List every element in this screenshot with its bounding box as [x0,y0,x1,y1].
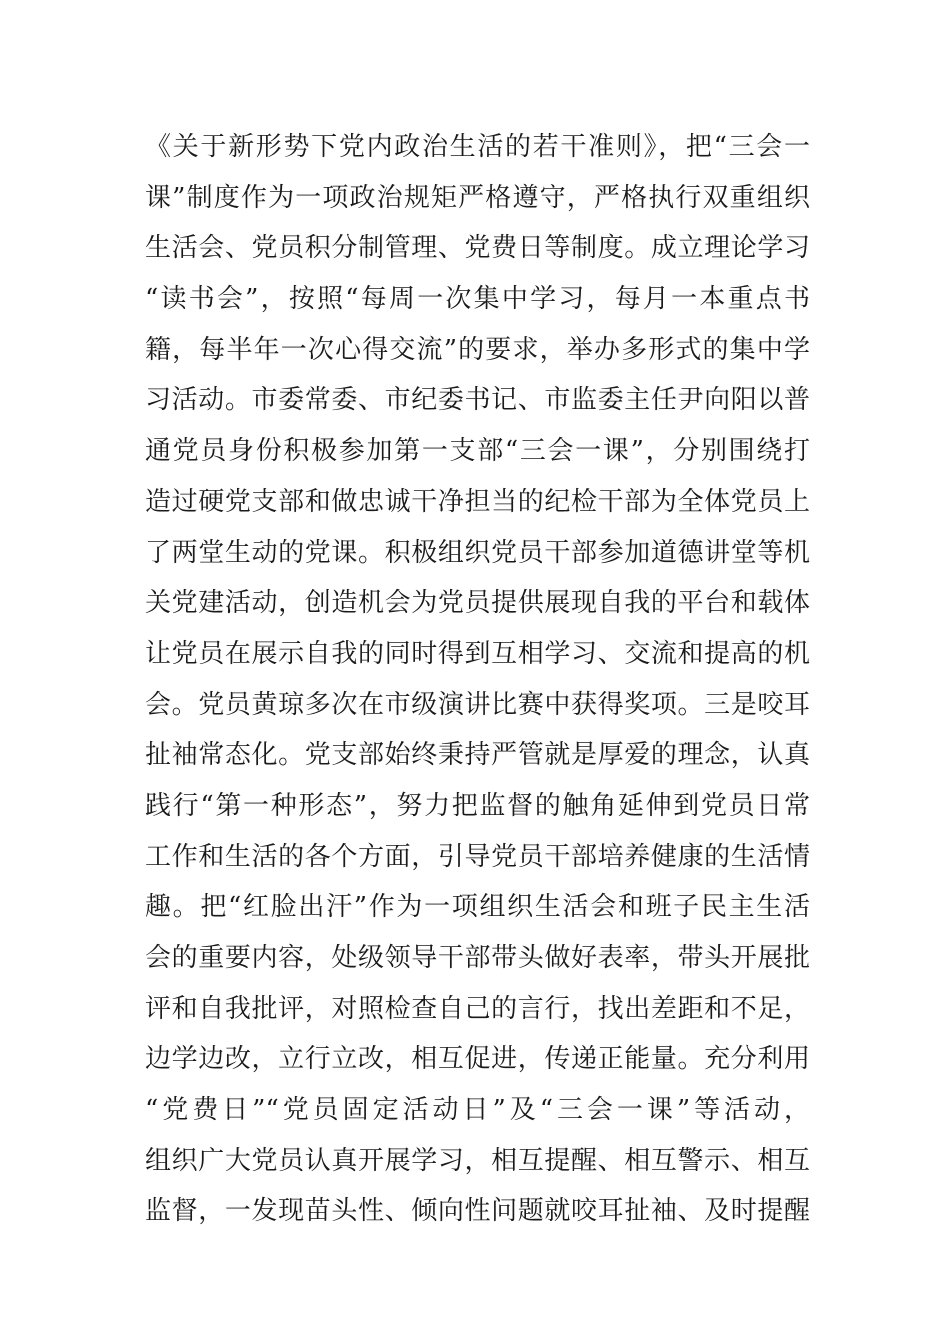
text-line: 籍，每半年一次心得交流”的要求，举办多形式的集中学 [145,334,810,365]
text-line: 趣。把“红脸出汗”作为一项组织生活会和班子民主生活 [145,892,810,923]
text-line: “党费日”“党员固定活动日”及“三会一课”等活动， [145,1095,810,1126]
text-line: 让党员在展示自我的同时得到互相学习、交流和提高的机 [145,638,810,669]
text-line: 会。党员黄琼多次在市级演讲比赛中获得奖项。三是咬耳 [145,689,810,720]
text-line: 通党员身份积极参加第一支部“三会一课”，分别围绕打 [145,436,810,467]
text-line: 关党建活动，创造机会为党员提供展现自我的平台和载体 [145,588,810,619]
text-line: 习活动。市委常委、市纪委书记、市监委主任尹向阳以普 [145,385,810,416]
text-line: 造过硬党支部和做忠诚干净担当的纪检干部为全体党员上 [145,486,810,517]
text-line: 监督，一发现苗头性、倾向性问题就咬耳扯袖、及时提醒 [145,1196,810,1227]
text-line: 组织广大党员认真开展学习，相互提醒、相互警示、相互 [145,1145,810,1176]
text-line: 扯袖常态化。党支部始终秉持严管就是厚爱的理念，认真 [145,740,810,771]
text-line: 课”制度作为一项政治规矩严格遵守，严格执行双重组织 [145,182,810,213]
text-line: 生活会、党员积分制管理、党费日等制度。成立理论学习 [145,233,810,264]
text-line: 评和自我批评，对照检查自己的言行，找出差距和不足， [145,993,810,1024]
text-line: 《关于新形势下党内政治生活的若干准则》，把“三会一 [145,132,810,162]
body-text [145,122,810,1237]
text-line: 工作和生活的各个方面，引导党员干部培养健康的生活情 [145,841,810,872]
text-line: 了两堂生动的党课。积极组织党员干部参加道德讲堂等机 [145,537,810,568]
text-line: 边学边改，立行立改，相互促进，传递正能量。充分利用 [145,1044,810,1075]
text-line: “读书会”，按照“每周一次集中学习，每月一本重点书 [145,284,810,315]
text-line: 会的重要内容，处级领导干部带头做好表率，带头开展批 [145,943,810,973]
text-line: 践行“第一种形态”，努力把监督的触角延伸到党员日常 [145,790,810,821]
